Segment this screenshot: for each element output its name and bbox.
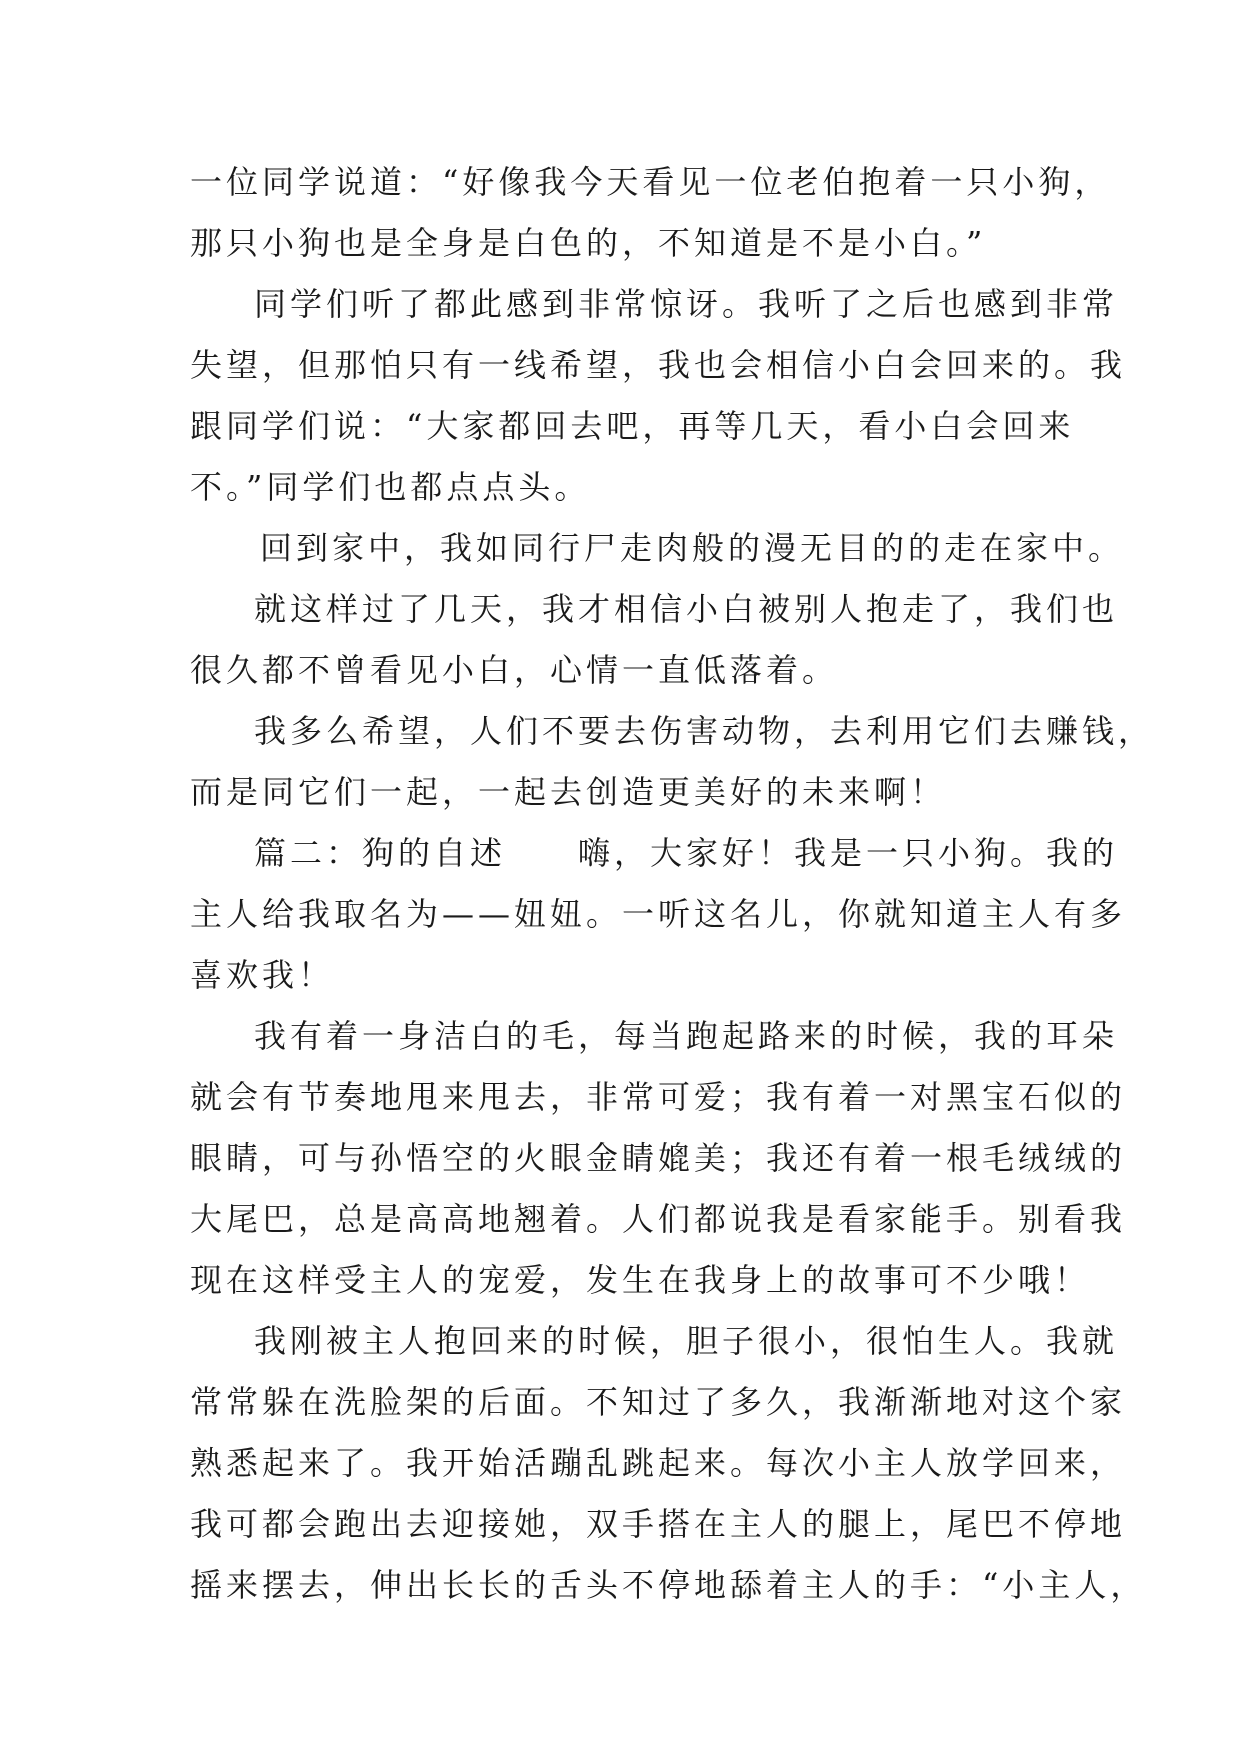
text-line: 同学们听了都此感到非常惊讶。我听了之后也感到非常 [254,285,1119,323]
text-line: 现在这样受主人的宠爱，发生在我身上的故事可不少哦！ [190,1261,1091,1299]
text-line: 熟悉起来了。我开始活蹦乱跳起来。每次小主人放学回来， [190,1444,1127,1482]
text-line: 跟同学们说：“大家都回去吧，再等几天，看小白会回来 [190,407,1075,445]
text-line: 主人给我取名为——妞妞。一听这名儿，你就知道主人有多 [190,895,1127,933]
text-line: 一位同学说道：“好像我今天看见一位老伯抱着一只小狗， [190,163,1111,201]
text-line: 而是同它们一起，一起去创造更美好的未来啊！ [190,773,947,811]
text-line: 我刚被主人抱回来的时候，胆子很小，很怕生人。我就 [254,1322,1119,1360]
text-line: 眼睛，可与孙悟空的火眼金睛媲美；我还有着一根毛绒绒的 [190,1139,1127,1177]
text-line: 摇来摆去，伸出长长的舌头不停地舔着主人的手：“小主人， [190,1566,1147,1604]
text-line: 我可都会跑出去迎接她，双手搭在主人的腿上，尾巴不停地 [190,1505,1127,1543]
text-line: 喜欢我！ [190,956,335,994]
text-line: 失望，但那怕只有一线希望，我也会相信小白会回来的。我 [190,346,1127,384]
text-line: 那只小狗也是全身是白色的，不知道是不是小白。” [190,224,987,262]
text-line: 常常躲在洗脸架的后面。不知过了多久，我渐渐地对这个家 [190,1383,1127,1421]
text-line: 大尾巴，总是高高地翘着。人们都说我是看家能手。别看我 [190,1200,1127,1238]
text-line: 我有着一身洁白的毛，每当跑起路来的时候，我的耳朵 [254,1017,1119,1055]
text-line: 回到家中，我如同行尸走肉般的漫无目的的走在家中。 [260,529,1125,567]
text-line: 不。”同学们也都点点头。 [190,468,591,506]
essay-text [190,152,1155,1616]
text-line: 我多么希望，人们不要去伤害动物，去利用它们去赚钱， [254,712,1155,750]
text-line: 篇二：狗的自述 嗨，大家好！我是一只小狗。我的 [254,834,1119,872]
text-line: 就这样过了几天，我才相信小白被别人抱走了，我们也 [254,590,1119,628]
text-line: 就会有节奏地甩来甩去，非常可爱；我有着一对黑宝石似的 [190,1078,1127,1116]
text-line: 很久都不曾看见小白，心情一直低落着。 [190,651,839,689]
